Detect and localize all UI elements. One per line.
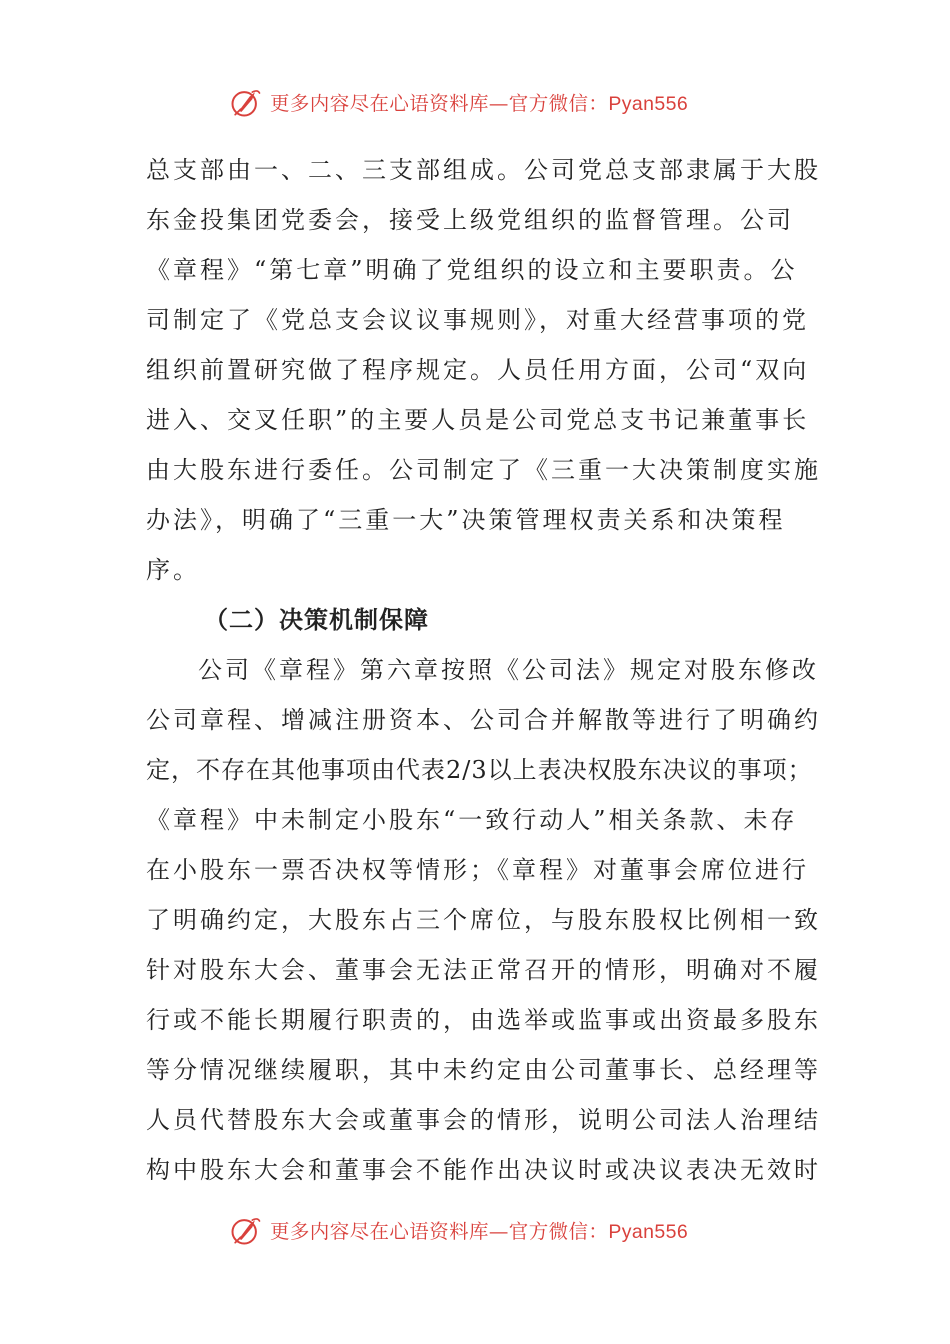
watermark-text: 更多内容尽在心语资料库—官方微信：Pyan556 — [270, 92, 689, 115]
paragraph-line: 进入、交叉任职”的主要人员是公司党总支书记兼董事长 — [146, 406, 810, 434]
paragraph-line: 公司章程、增减注册资本、公司合并解散等进行了明确约 — [146, 706, 821, 734]
paragraph-line: 《章程》“第七章”明确了党组织的设立和主要职责。公 — [146, 256, 798, 284]
watermark-banner-top — [228, 82, 748, 122]
paragraph-line: 公司《章程》第六章按照《公司法》规定对股东修改 — [198, 656, 819, 684]
pen-nib-logo-icon — [228, 84, 264, 120]
paragraph-line: 由大股东进行委任。公司制定了《三重一大决策制度实施 — [146, 456, 821, 484]
paragraph-line: 总支部由一、二、三支部组成。公司党总支部隶属于大股 — [146, 156, 821, 184]
paragraph-line: 组织前置研究做了程序规定。人员任用方面，公司“双向 — [146, 356, 810, 384]
paragraph-line: 针对股东大会、董事会无法正常召开的情形，明确对不履 — [146, 956, 821, 984]
paragraph-line: 等分情况继续履职，其中未约定由公司董事长、总经理等 — [146, 1056, 821, 1084]
paragraph-line: 在小股东一票否决权等情形；《章程》对董事会席位进行 — [146, 856, 809, 884]
section-heading: （二）决策机制保障 — [204, 606, 429, 634]
document-body — [146, 145, 821, 1195]
paragraph-line: 人员代替股东大会或董事会的情形，说明公司法人治理结 — [146, 1106, 821, 1134]
paragraph-line: 构中股东大会和董事会不能作出决议时或决议表决无效时 — [146, 1156, 821, 1184]
watermark-banner-bottom — [228, 1210, 748, 1250]
paragraph-line: 了明确约定，大股东占三个席位，与股东股权比例相一致 — [146, 906, 821, 934]
paragraph-line: 序。 — [146, 556, 200, 584]
watermark-text: 更多内容尽在心语资料库—官方微信：Pyan556 — [270, 1220, 689, 1243]
paragraph-line: 行或不能长期履行职责的，由选举或监事或出资最多股东 — [146, 1006, 821, 1034]
pen-nib-logo-icon — [228, 1212, 264, 1248]
paragraph-line: 办法》，明确了“三重一大”决策管理权责关系和决策程 — [146, 506, 786, 534]
paragraph-line: 定，不存在其他事项由代表2/3以上表决权股东决议的事项； — [146, 756, 813, 784]
paragraph-line: 司制定了《党总支会议议事规则》，对重大经营事项的党 — [146, 306, 809, 334]
paragraph-line: 东金投集团党委会，接受上级党组织的监督管理。公司 — [146, 206, 794, 234]
paragraph-line: 《章程》中未制定小股东“一致行动人”相关条款、未存 — [146, 806, 798, 834]
